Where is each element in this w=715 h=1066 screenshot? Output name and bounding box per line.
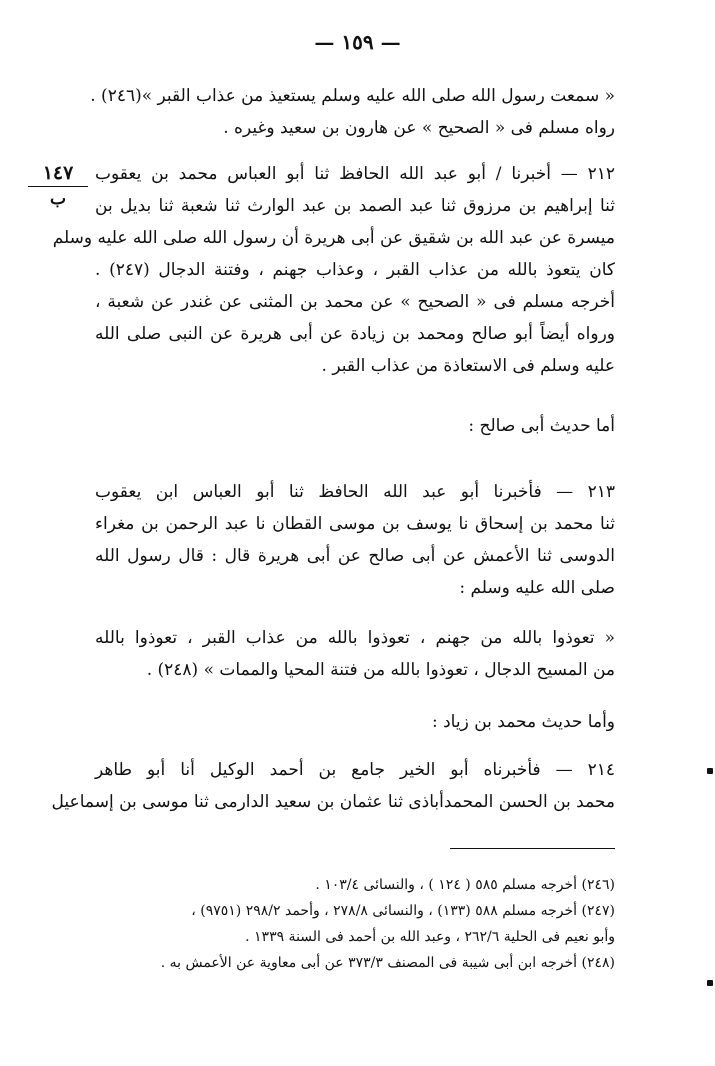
text-line: كان يتعوذ بالله من عذاب القبر ، وعذاب جهنم ، وفتنة الدجال (٢٤٧) . [95, 260, 615, 280]
footnote: (٢٤٦) أخرجه مسلم ٥٨٥ ( ١٢٤ ) ، والنسائى ١٠٣/٤ . [315, 877, 615, 893]
paragraph-hadith-quote-2 [95, 622, 615, 686]
paragraph-hadith-quote [90, 80, 615, 144]
text-line: « سمعت رسول الله صلى الله عليه وسلم يستعيذ من عذاب القبر »(٢٤٦) . [90, 86, 615, 106]
margin-reference-side: ب [49, 189, 66, 209]
footnote: (٢٤٧) أخرجه مسلم ٥٨٨ (١٣٣) ، والنسائى ٢٧٨/٨ ، وأحمد ٢٩٨/٢ (٩٧٥١) ، [191, 903, 615, 919]
footnote-divider [450, 848, 615, 849]
paragraph-hadith-213 [95, 476, 615, 604]
margin-reference-number: ١٤٧ [28, 162, 88, 187]
text-line: الدوسى ثنا الأعمش عن أبى صالح عن أبى هريرة قال : قال رسول الله [95, 546, 615, 566]
margin-reference [28, 162, 88, 209]
paragraph-hadith-214 [51, 754, 615, 818]
footnote: (٢٤٨) أخرجه ابن أبى شيبة فى المصنف ٣٧٣/٣ عن أبى معاوية عن الأعمش به . [160, 955, 615, 971]
text-line: ثنا إبراهيم بن مرزوق ثنا عبد الصمد بن عبد الوارث ثنا شعبة ثنا بديل بن [95, 196, 615, 216]
footnotes [95, 872, 615, 976]
text-line: رواه مسلم فى « الصحيح » عن هارون بن سعيد وغيره . [223, 118, 615, 138]
text-line: أما حديث أبى صالح : [468, 416, 615, 436]
text-line: ثنا محمد بن إسحاق نا يوسف بن موسى القطان نا عبد الرحمن بن مغراء [95, 514, 615, 534]
scan-mark [707, 980, 713, 986]
scan-mark [707, 768, 713, 774]
text-line: وأما حديث محمد بن زياد : [431, 712, 615, 732]
text-line: ميسرة عن عبد الله بن شقيق عن أبى هريرة أن رسول الله صلى الله عليه وسلم [52, 228, 615, 248]
text-line: ٢١٢ — أخبرنا / أبو عبد الله الحافظ ثنا أبو العباس محمد بن يعقوب [95, 164, 615, 184]
text-line: أخرجه مسلم فى « الصحيح » عن محمد بن المثنى عن غندر عن شعبة ، [95, 292, 615, 312]
text-line: « تعوذوا بالله من جهنم ، تعوذوا بالله من عذاب القبر ، تعوذوا بالله [95, 628, 615, 648]
section-heading-abu-salih [95, 410, 615, 442]
text-line: محمد بن الحسن المحمدأباذى ثنا عثمان بن سعيد الدارمى ثنا موسى بن إسماعيل [51, 792, 615, 812]
footnote-continuation: وأبو نعيم فى الحلية ٢٦٢/٦ ، وعبد الله بن أحمد فى السنة ١٣٣٩ . [245, 929, 615, 945]
text-line: ٢١٣ — فأخبرنا أبو عبد الله الحافظ ثنا أبو العباس ابن يعقوب [95, 482, 615, 502]
text-line: عليه وسلم فى الاستعاذة من عذاب القبر . [321, 356, 615, 376]
section-heading-muhammad-ibn-ziyad [95, 706, 615, 738]
text-line: ورواه أيضاً أبو صالح ومحمد بن زيادة عن أبى هريرة عن النبى صلى الله [95, 324, 615, 344]
text-line: صلى الله عليه وسلم : [459, 578, 615, 598]
text-line: ٢١٤ — فأخبرناه أبو الخير جامع بن أحمد الوكيل أنا أبو طاهر [95, 760, 615, 780]
page-number: — ١٥٩ — [314, 30, 401, 54]
text-line: من المسيح الدجال ، تعوذوا بالله من فتنة المحيا والممات » (٢٤٨) . [146, 660, 615, 680]
